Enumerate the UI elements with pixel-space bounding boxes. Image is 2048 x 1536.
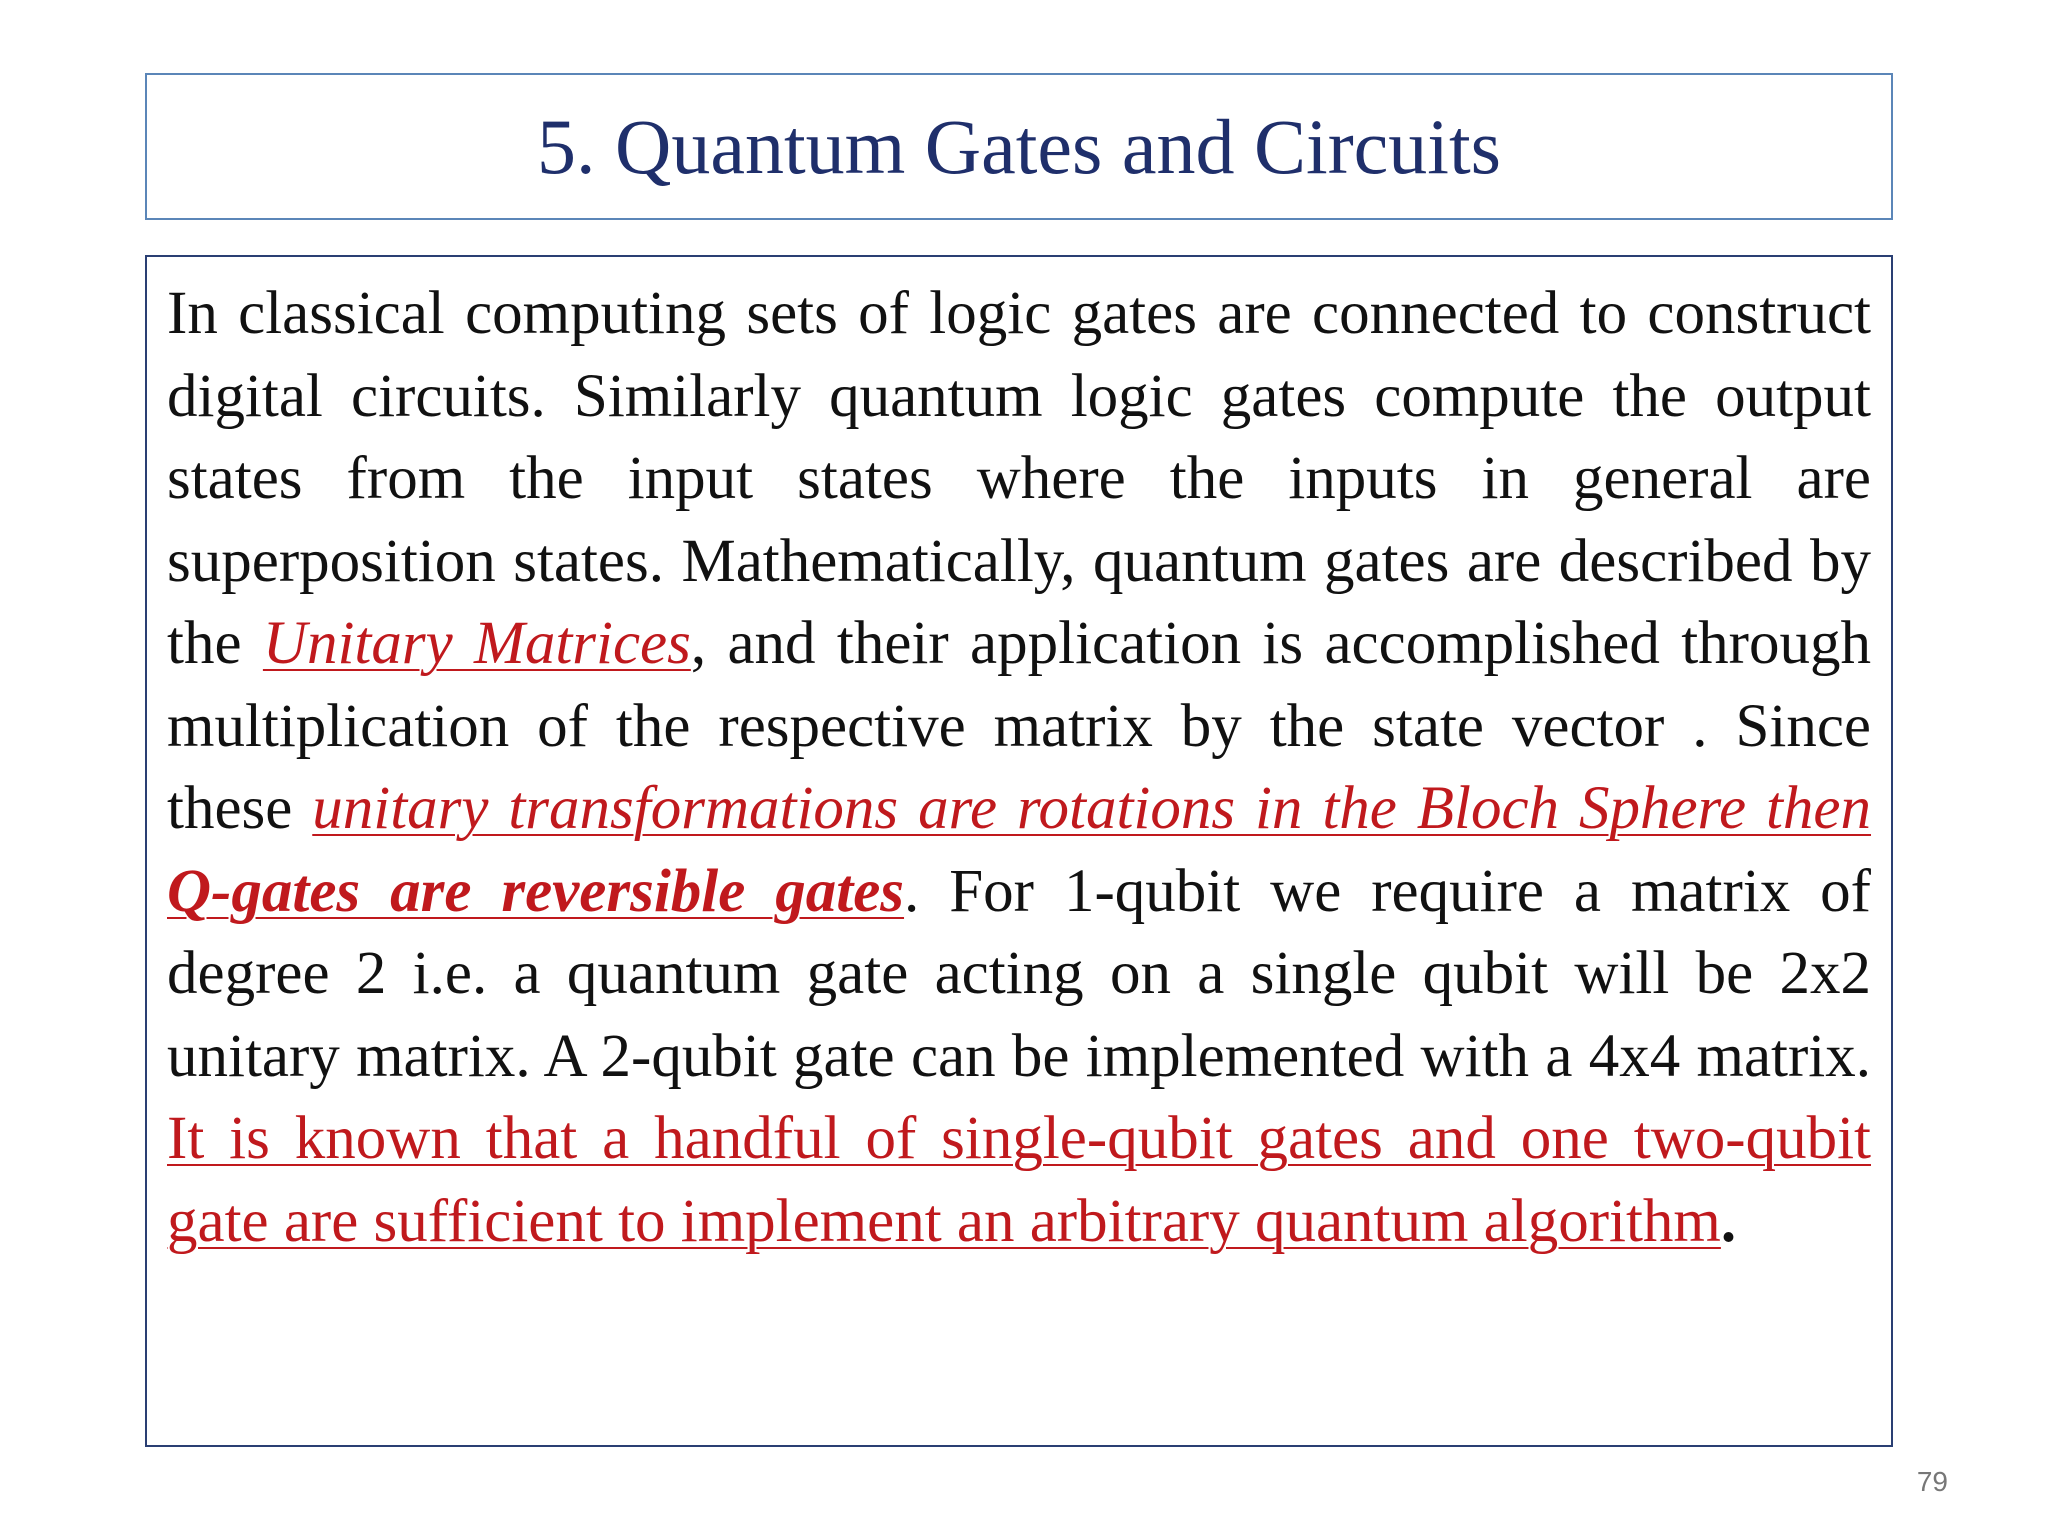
universal-gate-set-emphasis: It is known that a handful of single-qubit gates and one two-qubit gate are sufficient to implement an arbitrary quantum algorithm: [167, 1105, 1871, 1255]
body-text-1: In classical computing sets of logic gates are connected to construct digital circuits. Similarly quantum logic gates compute the output states from the input states where the inputs in general are superposition states. Mathematically, quantum gates are described by the: [167, 280, 1871, 677]
title-box: [145, 73, 1893, 220]
slide-title: 5. Quantum Gates and Circuits: [537, 102, 1501, 190]
bloch-rotation-emphasis: unitary transformations are rotations in the Bloch Sphere then: [312, 775, 1872, 842]
content-box: [145, 255, 1893, 1447]
body-paragraph: [167, 273, 1871, 1263]
page-number: 79: [1916, 1466, 1948, 1497]
body-text-2: , and their application is accomplished through multiplication of the respective matrix by the state vector . Since these: [167, 610, 1871, 842]
body-text-3: . For 1-qubit we require a matrix of degree 2 i.e. a quantum gate acting on a single qubit will be 2x2 unitary matrix. A 2-qubit gate can be implemented with a 4x4 matrix.: [167, 857, 1871, 1090]
unitary-matrices-emphasis: Unitary Matrices: [262, 610, 691, 677]
body-text-4: .: [1720, 1187, 1737, 1255]
reversible-gates-emphasis: Q-gates are reversible gates: [167, 857, 905, 925]
